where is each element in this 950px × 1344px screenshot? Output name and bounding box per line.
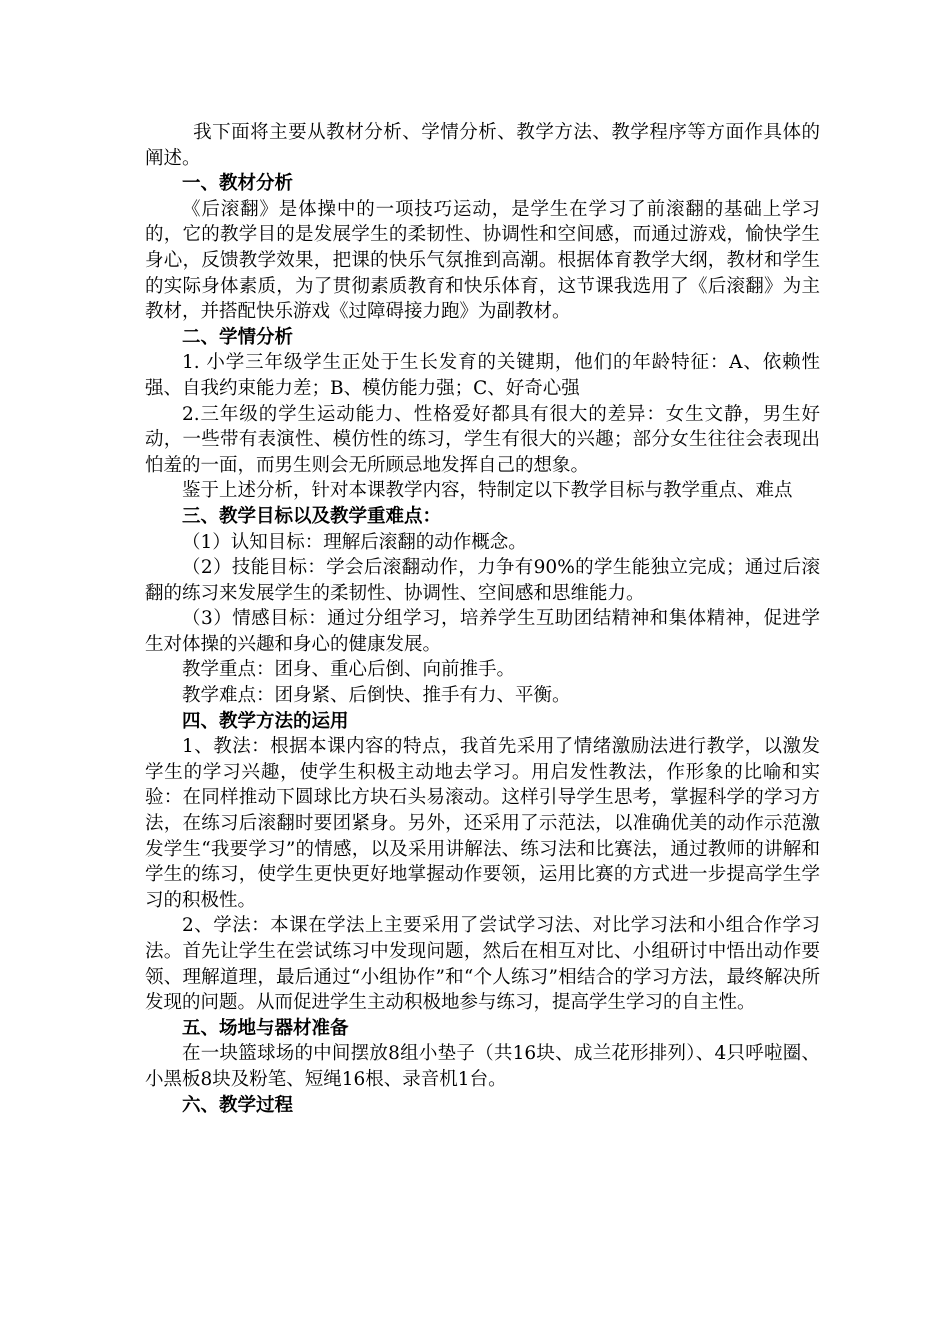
document-page xyxy=(145,120,820,1118)
student-analysis-summary: 鉴于上述分析，针对本课教学内容，特制定以下教学目标与教学重点、难点 xyxy=(182,480,793,502)
teaching-difficulties: 教学难点：团身紧、后倒快、推手有力、平衡。 xyxy=(182,685,571,707)
section-heading-student-analysis: 二、学情分析 xyxy=(182,326,294,348)
section-heading-teaching-methods: 四、教学方法的运用 xyxy=(182,710,349,732)
section-heading-venue-equipment: 五、场地与器材准备 xyxy=(182,1017,349,1039)
teaching-method-paragraph: 1、教法：根据本课内容的特点，我首先采用了情绪激励法进行教学，以激发学生的学习兴趣，使学生积极主动地去学习。用启发性教法，作形象的比喻和实验：在同样推动下圆球比方块石头易滚动。这样引导学生思考，掌握科学的学习方法，在练习后滚翻时要团紧身。另外，还采用了示范法，以准确优美的动作示范激发学生“我要学习”的情感，以及采用讲解法、练习法和比赛法，通过教师的讲解和学生的练习，使学生更快更好地掌握动作要领，运用比赛的方式进一步提高学生学习的积极性。 xyxy=(145,736,820,911)
section-heading-teaching-process: 六、教学过程 xyxy=(182,1094,294,1116)
student-analysis-item-2: 2.三年级的学生运动能力、性格爱好都具有很大的差异：女生文静，男生好动，一些带有表演性、模仿性的练习，学生有很大的兴趣；部分女生往往会表现出怕羞的一面，而男生则会无所顾忌地发挥自己的想象。 xyxy=(145,403,820,476)
learning-method-paragraph: 2、学法：本课在学法上主要采用了尝试学习法、对比学习法和小组合作学习法。首先让学生在尝试练习中发现问题，然后在相互对比、小组研讨中悟出动作要领、理解道理，最后通过“小组协作”和“个人练习”相结合的学习方法，最终解决所发现的问题。从而促进学生主动积极地参与练习，提高学生学习的自主性。 xyxy=(145,915,820,1014)
teaching-key-points: 教学重点：团身、重心后倒、向前推手。 xyxy=(182,659,516,681)
goal-skill: （2）技能目标：学会后滚翻动作，力争有90%的学生能独立完成；通过后滚翻的练习来发展学生的柔韧性、协调性、空间感和思维能力。 xyxy=(145,557,820,604)
goal-cognitive: （1）认知目标：理解后滚翻的动作概念。 xyxy=(182,531,527,553)
student-analysis-item-1: 1. 小学三年级学生正处于生长发育的关键期，他们的年龄特征：A、依赖性强、自我约束能力差；B、模仿能力强；C、好奇心强 xyxy=(145,352,820,399)
textbook-analysis-paragraph: 《后滚翻》是体操中的一项技巧运动，是学生在学习了前滚翻的基础上学习的，它的教学目的是发展学生的柔韧性、协调性和空间感，而通过游戏，愉快学生身心，反馈教学效果，把课的快乐气氛推到高潮。根据体育教学大纲，教材和学生的实际身体素质，为了贯彻素质教育和快乐体育，这节课我选用了《后滚翻》为主教材，并搭配快乐游戏《过障碍接力跑》为副教材。 xyxy=(145,198,820,323)
section-heading-teaching-goals: 三、教学目标以及教学重难点： xyxy=(182,505,442,527)
goal-emotional: （3）情感目标：通过分组学习，培养学生互助团结精神和集体精神，促进学生对体操的兴趣和身心的健康发展。 xyxy=(145,608,820,655)
section-heading-textbook-analysis: 一、教材分析 xyxy=(182,173,294,195)
venue-equipment-paragraph: 在一块篮球场的中间摆放8组小垫子（共16块、成兰花形排列）、4只呼啦圈、小黑板8块及粉笔、短绳16根、录音机1台。 xyxy=(145,1043,820,1090)
intro-paragraph: 我下面将主要从教材分析、学情分析、教学方法、教学程序等方面作具体的阐述。 xyxy=(145,122,820,169)
